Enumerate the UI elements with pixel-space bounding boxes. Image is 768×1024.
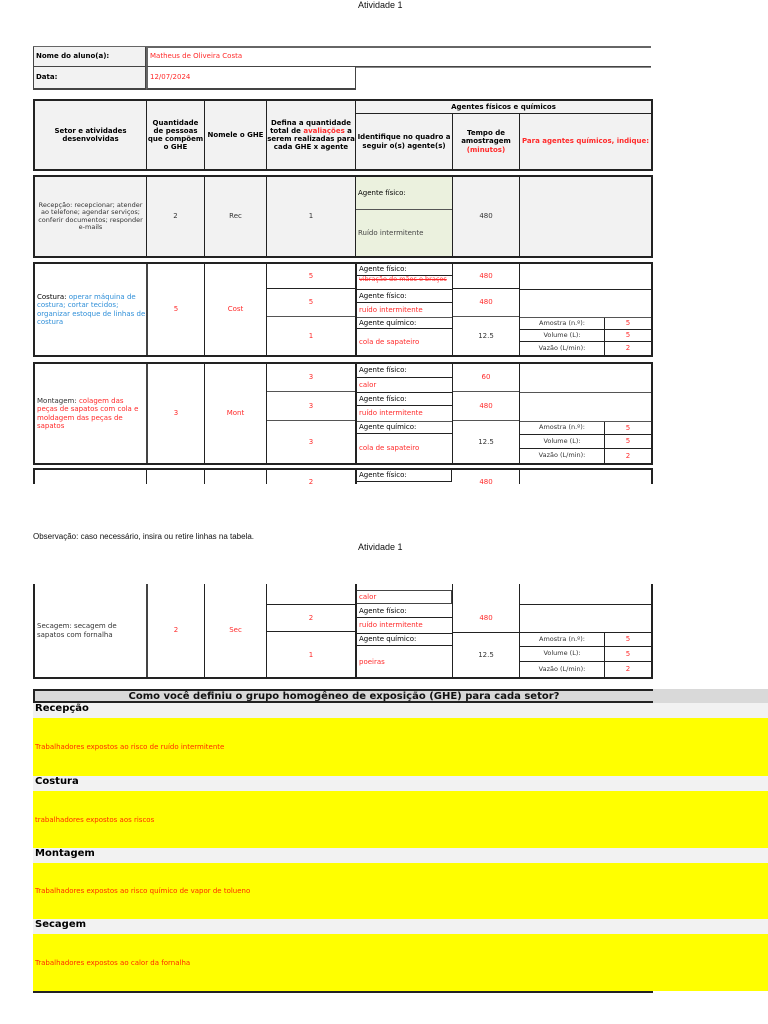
ghe-sector-secagem: Secagem [33, 919, 768, 934]
page-header: Atividade 1 [358, 0, 403, 10]
sample-label: Amostra (n.º): [520, 318, 604, 330]
time-cell-partial [453, 476, 519, 484]
sector-name: Costura: [37, 293, 67, 302]
evaluations-cell[interactable]: 2 [267, 605, 355, 632]
header-time-unit: (minutos) [466, 145, 506, 154]
sector-cell[interactable] [35, 364, 146, 463]
sample-value[interactable]: 5 [604, 318, 651, 330]
people-cell[interactable]: 5 [173, 305, 179, 314]
evaluations-cell-partial [267, 584, 355, 605]
agent-cell[interactable]: calor [357, 590, 452, 604]
sample-value[interactable]: 5 [604, 633, 651, 647]
time-cell[interactable]: 480 [453, 289, 519, 317]
divider [520, 289, 651, 290]
agent-type-label: Agente químico: [357, 421, 452, 434]
header-identify: Identifique no quadro a seguir o(s) agente(s) [357, 133, 451, 150]
flow-value[interactable]: 2 [604, 662, 651, 677]
ghe-answer-montagem[interactable]: Trabalhadores expostos ao risco químico de vapor de tolueno [33, 863, 768, 919]
evaluations-cell[interactable]: 5 [267, 289, 355, 317]
agent-type-label: Agente físico: [357, 289, 452, 303]
agent-cell[interactable]: calor [359, 380, 377, 389]
sector-activities: operar máquina de costura; cortar tecidos; organizar estoque de linhas de costura [37, 293, 146, 326]
ghe-sector-costura: Costura [33, 776, 768, 791]
header-evaluations [267, 101, 355, 169]
header-time [453, 114, 519, 169]
sector-cell[interactable] [35, 264, 146, 355]
volume-label: Volume (L): [520, 330, 604, 342]
divider [519, 470, 520, 484]
ghe-answer-recepcao[interactable]: Trabalhadores expostos ao risco de ruído intermitente [33, 718, 768, 776]
flow-value[interactable]: 2 [604, 342, 651, 355]
time-cell[interactable]: 12.5 [478, 650, 494, 659]
people-cell[interactable]: 3 [173, 409, 179, 418]
date-label: Data: [33, 67, 146, 90]
sector-cell[interactable]: Secagem: secagem de sapatos com fornalha [37, 622, 117, 639]
page-header: Atividade 1 [358, 542, 403, 552]
people-cell[interactable]: 2 [173, 212, 178, 221]
volume-value[interactable]: 5 [604, 647, 651, 662]
ghe-answer-secagem[interactable]: Trabalhadores expostos ao calor da fornalha [33, 934, 768, 991]
flow-value[interactable]: 2 [604, 449, 651, 463]
volume-label: Volume (L): [520, 647, 604, 662]
agent-type-label: Agente químico: [357, 317, 452, 329]
agent-type-label: Agente físico: [357, 470, 452, 482]
people-cell[interactable]: 2 [173, 626, 179, 635]
divider [519, 177, 520, 256]
evaluations-value: 2 [308, 478, 314, 484]
evaluations-cell[interactable]: 3 [267, 392, 355, 421]
volume-value[interactable]: 5 [604, 330, 651, 342]
ghe-cell[interactable]: Cost [227, 305, 244, 314]
header-evaluations-text-end: a serem realizadas para cada GHE x agente [267, 126, 355, 152]
time-cell[interactable]: 480 [479, 212, 493, 221]
header-evaluations-text: Defina a quantidade total de [270, 118, 351, 135]
student-name-field[interactable]: Matheus de Oliveira Costa [146, 47, 651, 67]
divider [146, 470, 147, 484]
evaluations-cell[interactable]: 1 [308, 331, 314, 340]
volume-value[interactable]: 5 [604, 435, 651, 449]
agent-cell[interactable]: ruído intermitente [359, 305, 423, 314]
header-evaluations-highlight: avaliações [303, 126, 345, 135]
sample-label: Amostra (n.º): [520, 422, 604, 435]
date-field[interactable]: 12/07/2024 [146, 67, 356, 90]
time-cell[interactable]: 12.5 [478, 331, 494, 340]
ghe-cell[interactable]: Mont [226, 409, 245, 418]
evaluations-cell[interactable]: 1 [308, 212, 314, 221]
agent-type-label: Agente físico: [357, 392, 452, 406]
evaluations-cell[interactable]: 3 [308, 437, 314, 446]
header-chem-indicate: Para agentes químicos, indique: [521, 137, 650, 146]
header-sector: Setor e atividades desenvolvidas [54, 126, 127, 143]
sample-value[interactable]: 5 [604, 422, 651, 435]
evaluations-cell[interactable]: 1 [308, 650, 314, 659]
volume-label: Volume (L): [520, 435, 604, 449]
agent-type-label: Agente físico: [356, 177, 452, 210]
header-time-label: Tempo de amostragem [461, 129, 511, 146]
agent-type-label: Agente físico: [357, 364, 452, 378]
agent-cell[interactable]: Ruído intermitente [356, 210, 452, 256]
flow-label: Vazão (L/min): [538, 664, 586, 673]
sample-label: Amostra (n.º): [520, 633, 604, 647]
evaluations-cell[interactable]: 5 [267, 264, 355, 289]
agent-cell[interactable]: ruído intermitente [359, 409, 423, 418]
observation-note: Observação: caso necessário, insira ou retire linhas na tabela. [33, 532, 255, 541]
agent-type-label: Agente físico: [357, 264, 452, 276]
header-ghe-name: Nomele o GHE [207, 130, 264, 139]
sector-activities: colagem das peças de sapatos com cola e moldagem das peças de sapatos [37, 397, 139, 430]
divider [520, 392, 651, 393]
flow-label: Vazão (L/min): [538, 451, 586, 460]
time-cell[interactable]: 480 [479, 614, 493, 623]
sector-cell[interactable]: Recepção: recepcionar; atender ao telefone; agendar serviços; conferir documentos; responder e-mails [38, 200, 143, 231]
divider [356, 67, 651, 68]
time-value: 480 [479, 478, 493, 484]
ghe-sector-montagem: Montagem [33, 848, 768, 863]
agent-cell[interactable]: poeiras [359, 657, 385, 666]
ghe-cell[interactable]: Sec [229, 626, 242, 635]
agent-type-label: Agente químico: [357, 633, 452, 646]
ghe-bottom-border [33, 991, 653, 993]
ghe-question-title: Como você definiu o grupo homogêneo de exposição (GHE) para cada setor? [33, 689, 653, 703]
time-cell[interactable]: 60 [453, 364, 519, 392]
time-cell[interactable]: 12.5 [478, 437, 494, 446]
divider [520, 604, 651, 605]
agent-cell[interactable]: cola de sapateiro [359, 337, 420, 346]
agent-cell[interactable]: cola de sapateiro [359, 444, 420, 453]
agent-cell[interactable]: ruído intermitente [359, 620, 423, 629]
time-cell[interactable]: 480 [453, 264, 519, 289]
agent-cell[interactable]: vibração de mãos e braços [359, 275, 447, 283]
sector-name: Montagem: [37, 397, 77, 406]
ghe-answer-costura[interactable]: trabalhadores expostos aos riscos [33, 791, 768, 848]
agent-type-label: Agente físico: [357, 605, 452, 618]
ghe-cell[interactable]: Rec [229, 212, 242, 221]
header-agents-group: Agentes físicos e químicos [356, 101, 651, 114]
evaluations-cell-partial [267, 476, 355, 484]
header-people: Quantidade de pessoas que compõem o GHE [147, 118, 204, 152]
evaluations-cell[interactable]: 3 [267, 364, 355, 392]
flow-label: Vazão (L/min): [538, 343, 586, 352]
student-name-label: Nome do aluno(a): [33, 47, 146, 67]
divider [204, 470, 205, 484]
time-cell[interactable]: 480 [453, 392, 519, 421]
ghe-sector-recepcao: Recepção [33, 703, 768, 718]
